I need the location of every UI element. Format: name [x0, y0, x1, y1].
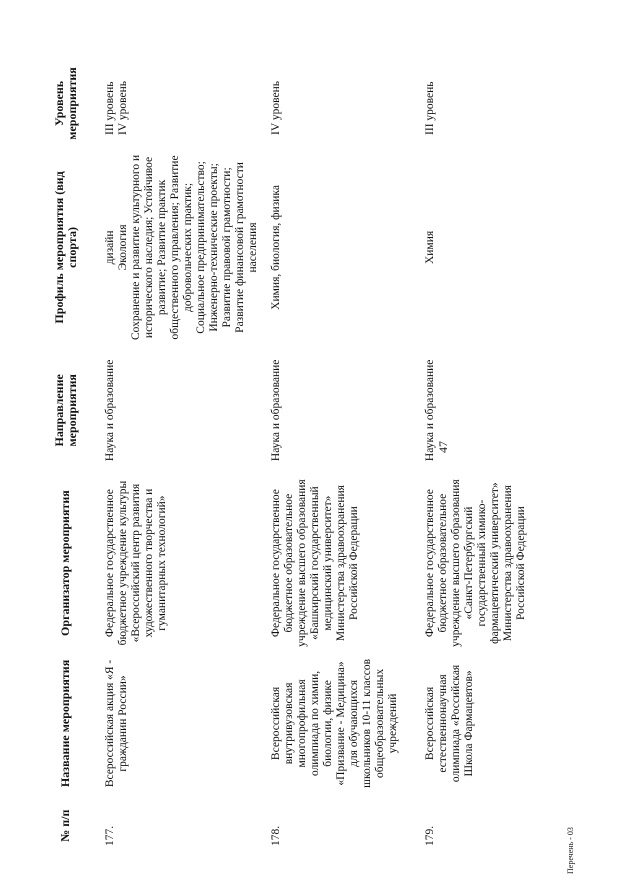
- row-num: 179.: [424, 825, 436, 846]
- row-level: [98, 58, 264, 149]
- row-direction: Наука и образование: [270, 359, 282, 462]
- level-line: IV уровень: [117, 81, 129, 135]
- profile-line: Сохранение и развитие культурного и исторического наследия; Устойчивое развитие; Развитие практик общественного управления; Развитие добровольческих практик; Социальное предпринимательство; Инженерно-технические проекты; Развитие правовой грамотности; Развитие финансовой грамотности населения: [130, 154, 259, 341]
- footer-label: Перечень - 03: [566, 827, 575, 874]
- row-num: 177.: [104, 825, 116, 846]
- header-name: Название мероприятия: [58, 659, 73, 788]
- row-organizer: Федеральное государственное бюджетное учреждение культуры «Всероссийский центр развития художественного творчества и гуманитарных технологий»: [104, 480, 168, 646]
- row-profile: [264, 149, 418, 346]
- header-profile: Профиль мероприятия (вид спорта): [51, 171, 79, 324]
- header-level: Уровень мероприятия: [51, 67, 79, 140]
- profile-line: Химия: [424, 230, 436, 265]
- table-header-row: [32, 58, 98, 856]
- row-profile: [98, 149, 264, 346]
- row-num: 178.: [270, 825, 282, 846]
- table-row: [98, 58, 264, 856]
- row-name: Всероссийская естественнонаучная олимпиада «Российская Школа Фармацевтов»: [424, 664, 475, 783]
- profile-line: Химия, биология, физика: [270, 185, 282, 310]
- level-line: IV уровень: [270, 81, 282, 135]
- row-level: [264, 58, 418, 149]
- row-level: [418, 58, 558, 149]
- level-line: III уровень: [424, 81, 436, 135]
- page-number: 47: [436, 441, 450, 453]
- row-direction: Наука и образование: [424, 359, 436, 462]
- table-row: [264, 58, 418, 856]
- level-line: III уровень: [104, 81, 116, 135]
- row-direction: Наука и образование: [104, 359, 116, 462]
- profile-line: дизайн: [104, 230, 116, 265]
- row-name: Всероссийская акция «Я - гражданин России»: [104, 659, 129, 788]
- profile-line: Экология: [117, 224, 129, 271]
- table-row: [418, 58, 558, 856]
- row-profile: [418, 149, 558, 346]
- row-organizer: Федеральное государственное бюджетное образовательное учреждение высшего образования «Санкт-Петербургский государственный химико-фармацевтический университет» Министерства здравоохранения Российской Федерации: [424, 479, 527, 647]
- header-direction: Направление мероприятия: [51, 374, 79, 447]
- events-table: [32, 58, 558, 856]
- header-num: № п/п: [58, 809, 73, 842]
- row-name: Всероссийская внутривузовская многопрофильная олимпиада по химии, биологии, физике «Призвание - Медицина» для обучающихся школьников 10-11 классов общеобразовательных учреждений: [270, 658, 399, 788]
- row-organizer: Федеральное государственное бюджетное образовательное учреждение высшего образования «Башкирский государственный медицинский университет» Министерства здравоохранения Российской Федерации: [270, 479, 360, 647]
- header-organizer: Организатор мероприятия: [58, 490, 73, 636]
